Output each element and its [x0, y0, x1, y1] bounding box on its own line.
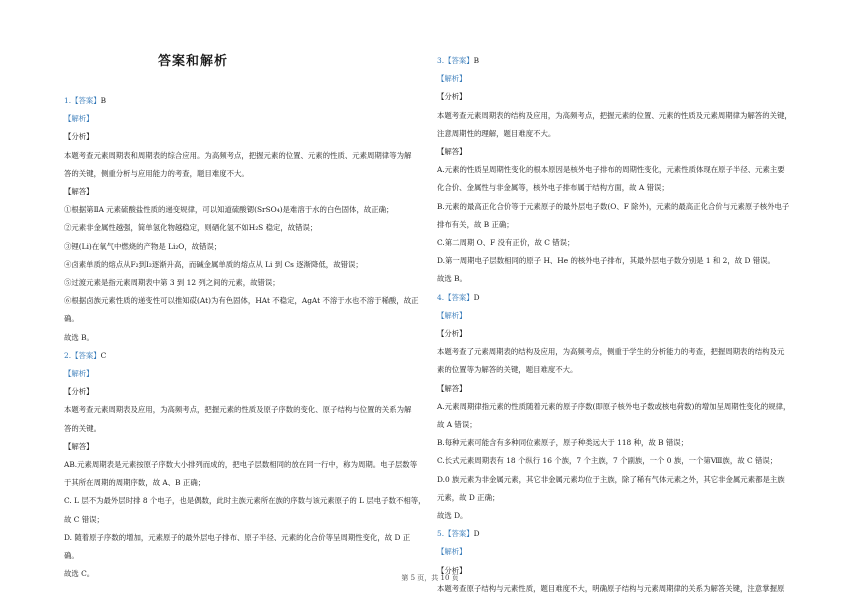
question-number: 2. [64, 350, 72, 360]
text-line: 【分析】 [64, 387, 94, 397]
answer-header [437, 56, 479, 66]
text-line: 注意周期性的理解，题目难度不大。 [437, 128, 556, 138]
text-line: 故选 C。 [64, 569, 95, 579]
text-line: 【分析】 [64, 132, 94, 142]
text-line: 元素，故 D 正确； [437, 492, 500, 502]
text-line: 本题考查元素周期表及应用，为高频考点，把握元素的性质及原子序数的变化、原子结构与位置的关系为解 [64, 405, 412, 415]
text-line: D. 随着原子序数的增加，元素原子的最外层电子排布、原子半径、元素的化合价等呈周期性变化，故 D 正 [64, 532, 411, 542]
text-line: ②元素非金属性越强，简单氢化物越稳定，则硒化氢不如H₂S 稳定，故错误； [64, 223, 318, 233]
answer-letter: D [473, 529, 480, 539]
question-number: 5. [437, 529, 445, 539]
text-line: 本题考查元素周期表和周期表的综合应用。为高频考点，把握元素的位置、元素的性质、元素周期律等为解 [64, 150, 412, 160]
answer-tag: 【答案】 [71, 96, 101, 105]
analysis-tag: 【解析】 [64, 114, 94, 124]
text-line: 本题考查原子结构与元素性质，题目难度不大，明确原子结构与元素周期律的关系为解答关键，注意掌握原 [437, 583, 785, 593]
text-line: 排布有关，故 B 正确； [437, 219, 514, 229]
text-line: C.第二周期 O、F 没有正价，故 C 错误； [437, 238, 575, 247]
page-footer: 第 5 页，共 10 页 [401, 574, 459, 582]
text-line: ①根据第ⅡA 元素硫酸盐性质的递变规律，可以知道硫酸锶(SrSO₄)是难溶于水的白色固体，故正确； [64, 205, 394, 215]
text-line: 故选 B。 [64, 332, 94, 342]
text-line: C. L 层不为最外层时排 8 个电子，也是偶数，此时主族元素所在族的序数与该元素原子的 L 层电子数不相等， [64, 496, 426, 506]
text-line: 故 A 错误； [437, 420, 477, 429]
text-line: 【分析】 [437, 92, 467, 102]
text-line: 确。 [64, 551, 79, 560]
text-line: 【解答】 [64, 441, 94, 451]
answer-letter: D [473, 292, 480, 302]
answer-tag: 【答案】 [444, 56, 474, 65]
answer-header [437, 293, 480, 303]
text-line: 故选 B。 [437, 274, 467, 284]
text-line: 【解答】 [437, 147, 467, 156]
text-line: 确。 [64, 314, 79, 324]
text-line: A.元素的性质呈周期性变化的根本原因是核外电子排布的周期性变化，元素性质体现在原子半径、元素主要 [437, 165, 785, 175]
text-line: ⑤过渡元素是指元素周期表中第 3 到 12 列之间的元素，故错误； [64, 278, 280, 287]
text-line: ④卤素单质的熔点从F₂到I₂逐渐升高，而碱金属单质的熔点从 Li 到 Cs 逐渐降低，故错误； [64, 259, 363, 269]
text-line: D.第一周期电子层数相同的原子 H、He 的核外电子排布，其最外层电子数分别是 1 和 2，故 D 错误。 [437, 256, 775, 266]
question-number: 1. [64, 96, 72, 105]
text-line: B.元素的最高正化合价等于元素原子的最外层电子数(O、F 除外)，元素的最高正化合价与元素原子核外电子 [437, 201, 790, 211]
text-line: C.长式元素周期表有 18 个纵行 16 个族，7 个主族，7 个副族，一个 0 族，一个第Ⅷ族，故 C 错误； [437, 456, 778, 466]
text-line: 本题考查了元素周期表的结构及应用，为高频考点，侧重于学生的分析能力的考查，把握周期表的结构及元 [437, 347, 785, 357]
text-line: 于其所在周期的周期序数，故 A、B 正确； [64, 478, 206, 488]
question-number: 4. [437, 292, 445, 302]
page-title: 答案和解析 [158, 54, 229, 69]
answer-letter: C [100, 350, 107, 360]
analysis-tag: 【解析】 [437, 547, 467, 557]
analysis-tag: 【解析】 [437, 310, 467, 320]
text-line: ③锂(Li)在氧气中燃烧的产物是 Li₂O，故错误； [64, 241, 222, 251]
text-line: D.0 族元素为非金属元素，其它非金属元素均位于主族，除了稀有气体元素之外，其它非金属元素都是主族 [437, 474, 785, 484]
answer-tag: 【答案】 [444, 529, 474, 539]
answer-header [64, 351, 106, 361]
text-line: 【解答】 [437, 383, 467, 393]
text-line: B.每种元素可能含有多种同位素原子，原子种类远大于 118 种，故 B 错误； [437, 438, 689, 448]
text-line: 素的位置等为解答的关键，题目难度不大。 [437, 365, 578, 375]
text-line: 化合价、金属性与非金属等，核外电子排布属于结构方面，故 A 错误； [437, 183, 669, 193]
answer-letter: B [473, 56, 480, 65]
text-line: ⑥根据卤族元素性质的递变性可以推知砹(At)为有色固体，HAt 不稳定，AgAt 不溶于水也不溶于稀酸，故正 [64, 296, 419, 306]
text-line: A.元素周期律指元素的性质随着元素的原子序数(即原子核外电子数或核电荷数)的增加呈周期性变化的规律， [437, 401, 791, 411]
answer-letter: B [100, 96, 107, 105]
answer-header [437, 529, 480, 539]
answer-tag: 【答案】 [444, 292, 474, 302]
analysis-tag: 【解析】 [64, 369, 94, 378]
analysis-tag: 【解析】 [437, 74, 467, 84]
text-line: 故 C 错误； [64, 514, 104, 524]
text-line: 答的关键。 [64, 423, 101, 433]
text-line: 答的关键，侧重分析与应用能力的考查，题目难度不大。 [64, 168, 249, 178]
answer-tag: 【答案】 [71, 350, 101, 360]
answer-header [64, 96, 106, 106]
question-number: 3. [437, 56, 445, 65]
text-line: 故选 D。 [437, 511, 468, 520]
text-line: 【分析】 [437, 565, 467, 575]
text-line: 【分析】 [437, 329, 467, 338]
text-line: 本题考查元素周期表的结构及应用，为高频考点，把握元素的位置、元素的性质及元素周期律为解答的关键， [437, 110, 792, 120]
text-line: 【解答】 [64, 187, 94, 196]
text-line: AB.元素周期表是元素按原子序数大小排列而成的，把电子层数相同的放在同一行中，称为周期。电子层数等 [64, 460, 418, 469]
